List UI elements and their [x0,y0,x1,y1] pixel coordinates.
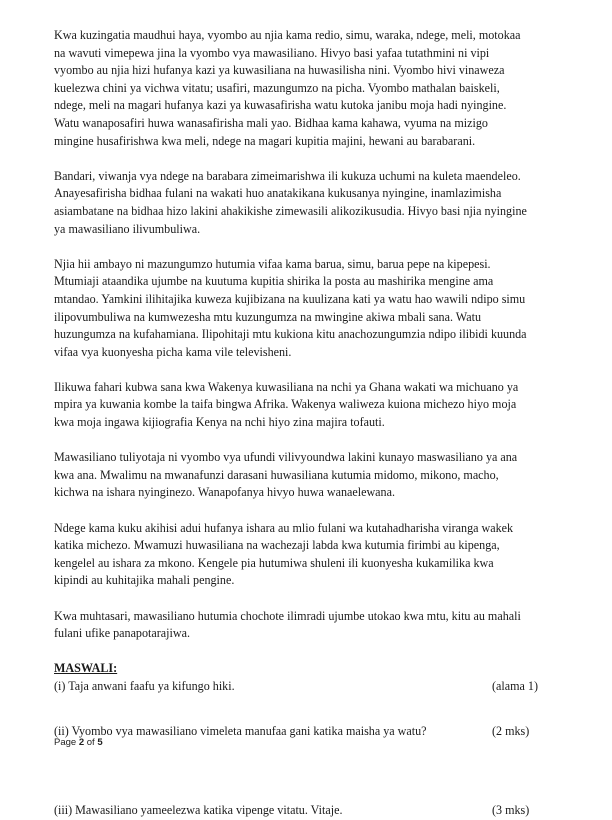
question-marks: (alama 1) [492,678,538,693]
text-line: Kwa muhtasari, mawasiliano hutumia chochote ilimradi ujumbe utokao kwa mtu, kitu au mahali [54,608,521,623]
paragraph [54,27,574,150]
text-line: kwa ana. Mwalimu na mwanafunzi darasani huwasiliana kutumia midomo, mikono, macho, [54,467,499,482]
current-page: 2 [78,737,85,748]
text-line: vifaa vya kuonyesha picha kama vile televisheni. [54,344,292,359]
paragraph [54,520,574,590]
question-3 [54,802,574,820]
text-line: katika michezo. Mwamuzi huwasiliana na wachezaji labda kwa kutumia firimbi au kipenga, [54,538,500,553]
question-text: (iii) Mawasiliano yameelezwa katika vipenge vitatu. Vitaje. [54,803,343,818]
question-text: (i) Taja anwani faafu ya kifungo hiki. [54,678,235,693]
text-line: Ilikuwa fahari kubwa sana kwa Wakenya kuwasiliana na nchi ya Ghana wakati wa michuano ya [54,379,519,394]
text-line: Njia hii ambayo ni mazungumzo hutumia vifaa kama barua, simu, barua pepe na kipepesi. [54,256,491,271]
document-page [54,27,574,820]
text-line: fulani ufike panapotarajiwa. [54,626,190,641]
text-line: vyombo au njia hizi hufanya kazi ya kuwasiliana na huwasilisha nini. Vyombo hivi vinaweza [54,63,505,78]
text-line: kwa moja ingawa kijiografia Kenya na nchi hiyo zina majira tofauti. [54,415,385,430]
text-line: Mtumiaji ataandika ujumbe na kuutuma kupitia shirika la posta au mashirika mengine ama [54,274,494,289]
question-text: (ii) Vyombo vya mawasiliano vimeleta manufaa gani katika maisha ya watu? [54,723,427,738]
text-line: kichwa na ishara nyinginezo. Wanapofanya hivyo huwa wanaelewana. [54,485,395,500]
text-line: ndege, meli na magari hufanya kazi ya kuwasafirisha watu kutoka janibu moja hadi nyingine. [54,98,507,113]
text-line: mtandao. Yamkini ilihitajika kuweza kujibizana na kuulizana kati ya watu hao wawili ndipo simu [54,291,526,306]
text-line: kengelel au ishara za mkono. Kengele pia hutumiwa shuleni ili kuonyesha kukamilika kwa [54,555,494,570]
paragraph [54,379,574,432]
total-pages: 5 [97,737,103,748]
paragraph [54,608,574,643]
text-line: ya mawasiliano ilivumbuliwa. [54,221,201,236]
questions-section [54,660,574,819]
paragraph [54,449,574,502]
text-line: mingine husafirishwa kwa meli, ndege na magari kupitia majini, hewani au barabarani. [54,133,476,148]
text-line: huzungumza na kufahamiana. Ilipohitaji mtu kukiona kitu anachozungumzia ndipo ilibidi kuunda [54,327,527,342]
questions-heading: MASWALI: [54,661,118,676]
paragraph [54,256,574,362]
text-line: na wavuti vimepewa jina la vyombo vya mawasiliano. Hivyo basi yafaa tutathmini ni vipi [54,45,490,60]
text-line: kipindi au kuhitajika mahali pengine. [54,573,235,588]
text-line: Watu wanaposafiri huwa wanasafirisha mali yao. Bidhaa kama kahawa, vyuma na mizigo [54,115,488,130]
text-line: Ndege kama kuku akihisi adui hufanya ishara au mlio fulani wa kutahadharisha viranga wakek [54,520,514,535]
question-1 [54,678,574,696]
text-line: Kwa kuzingatia maudhui haya, vyombo au njia kama redio, simu, waraka, ndege, meli, motokaa [54,28,521,42]
text-line: Mawasiliano tuliyotaja ni vyombo vya ufundi vilivyoundwa lakini kunayo maswasiliano ya ana [54,450,518,465]
question-marks: (2 mks) [492,723,530,738]
text-line: ilipovumbuliwa na kumwezesha mtu kuzungumza na mwingine akiwa mbali sana. Watu [54,309,482,324]
text-line: kuelezwa chini ya vichwa vitatu; usafiri, mazungumzo na picha. Vyombo mathalan baiskeli, [54,80,500,95]
text-line: asiambatane na bidhaa hizo lakini ahakikishe zimewasili alikozikusudia. Hivyo basi njia nyingine [54,203,527,218]
question-marks: (3 mks) [492,803,530,818]
text-line: Anayesafirisha bidhaa fulani na wakati huo anatakikana kukusanya nyingine, inamlazimisha [54,186,502,201]
text-line: mpira ya kuwania kombe la taifa bingwa Afrika. Wakenya waliweza kuiona michezo hiyo moja [54,397,517,412]
page-footer: Page 2 of 5 [54,737,103,748]
text-line: Bandari, viwanja vya ndege na barabara zimeimarishwa ili kukuza uchumi na kuleta maendeleo. [54,168,521,183]
passage [54,27,574,643]
question-2 [54,723,574,741]
paragraph [54,168,574,238]
